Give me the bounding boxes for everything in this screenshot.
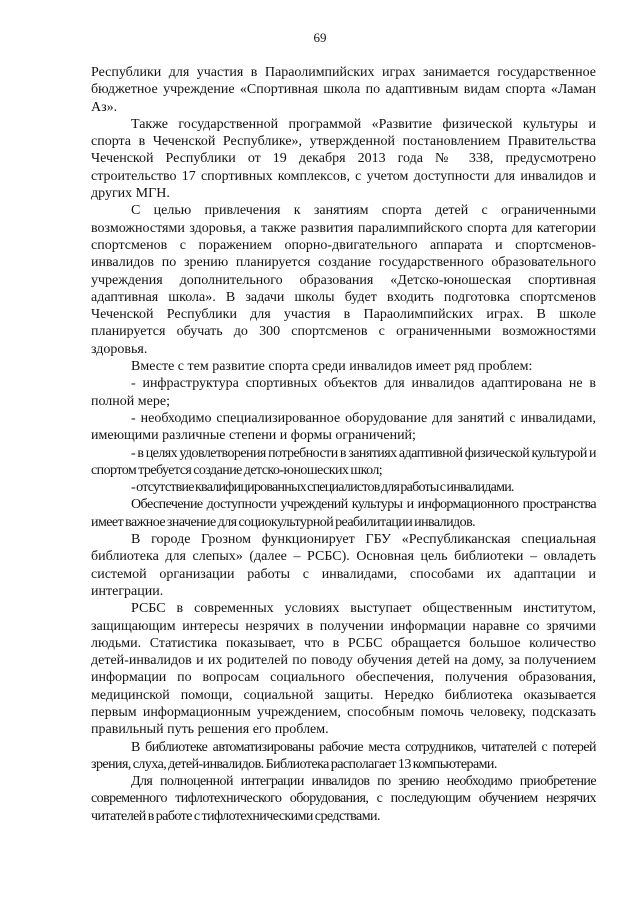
page-number: 69 (313, 30, 327, 45)
paragraph-accessibility: Обеспечение доступности учреждений культуры и информационного пространства имеет важное значение для социокультурной реабилитации инвалидов. (91, 497, 596, 530)
paragraph-adaptive-school: С целью привлечения к занятиям спорта детей с ограниченными возможностями здоровья, а также развития паралимпийского спорта для категории спортсменов с поражением опорно-двигательного аппарата и спортсменов-инвалидов по зрению планируется создание государственного образовательного учреждения дополнительного образования «Детско-юношеская спортивная адаптивная школа». В задачи школы будет входить подготовка спортсменов Чеченской Республики для участия в Параолимпийских играх. В школе планируется обучать до 300 спортсменов с ограниченными возможностями здоровья. (91, 203, 596, 357)
list-item-specialists: - отсутствие квалифицированных специалистов для работы с инвалидами. (131, 480, 514, 496)
paragraph-problems-intro: Вместе с тем развитие спорта среди инвалидов имеет ряд проблем: (131, 359, 533, 375)
paragraph-library-role: РСБС в современных условиях выступает общественным институтом, защищающим интересы незрячих в получении информации наравне со зрячими людьми. Статистика показывает, что в РСБС обращается большое количество детей-инвалидов и их родителей по поводу обучения детей на дому, за получением информации по вопросам социального обеспечения, получения образования, медицинской помощи, социальной защиты. Нередко библиотека оказывается первым информационным учреждением, способным помочь человеку, подсказать правильный путь решения его проблем. (91, 601, 596, 738)
paragraph-library-intro: В городе Грозном функционирует ГБУ «Республиканская специальная библиотека для слепых» (далее – РСБС). Основная цель библиотеки – овладеть системой организации работы с инвалидами, способами их адаптации и интеграции. (91, 532, 596, 599)
paragraph-typhlo-equipment: Для полноценной интеграции инвалидов по зрению необходимо приобретение современного тифлотехнического оборудования, с последующим обучением незрячих читателей в работе с тифлотехническими средствами. (91, 774, 596, 824)
list-item-equipment: - необходимо специализированное оборудование для занятий с инвалидами, имеющими различные степени и формы ограничений; (91, 410, 596, 444)
document-body (91, 64, 596, 825)
paragraph-state-program: Также государственной программой «Развитие физической культуры и спорта в Чеченской Республике», утвержденной постановлением Правительства Чеченской Республики от 19 декабря 2013 года № 338, предусмотрено строительство 17 спортивных комплексов, с учетом доступности для инвалидов и других МГН. (91, 116, 596, 202)
list-item-infrastructure: - инфраструктура спортивных объектов для инвалидов адаптирована не в полной мере; (91, 376, 596, 409)
paragraph-continuation: Республики для участия в Параолимпийских играх занимается государственное бюджетное учреждение «Спортивная школа по адаптивным видам спорта «Ламан Аз». (91, 65, 596, 115)
paragraph-library-automation: В библиотеке автоматизированы рабочие места сотрудников, читателей с потерей зрения, слуха, детей-инвалидов. Библиотека располагает 13 компьютерами. (91, 739, 596, 772)
list-item-youth-schools: - в целях удовлетворения потребности в занятиях адаптивной физической культурой и спортом требуется создание детско-юношеских школ; (91, 445, 596, 478)
